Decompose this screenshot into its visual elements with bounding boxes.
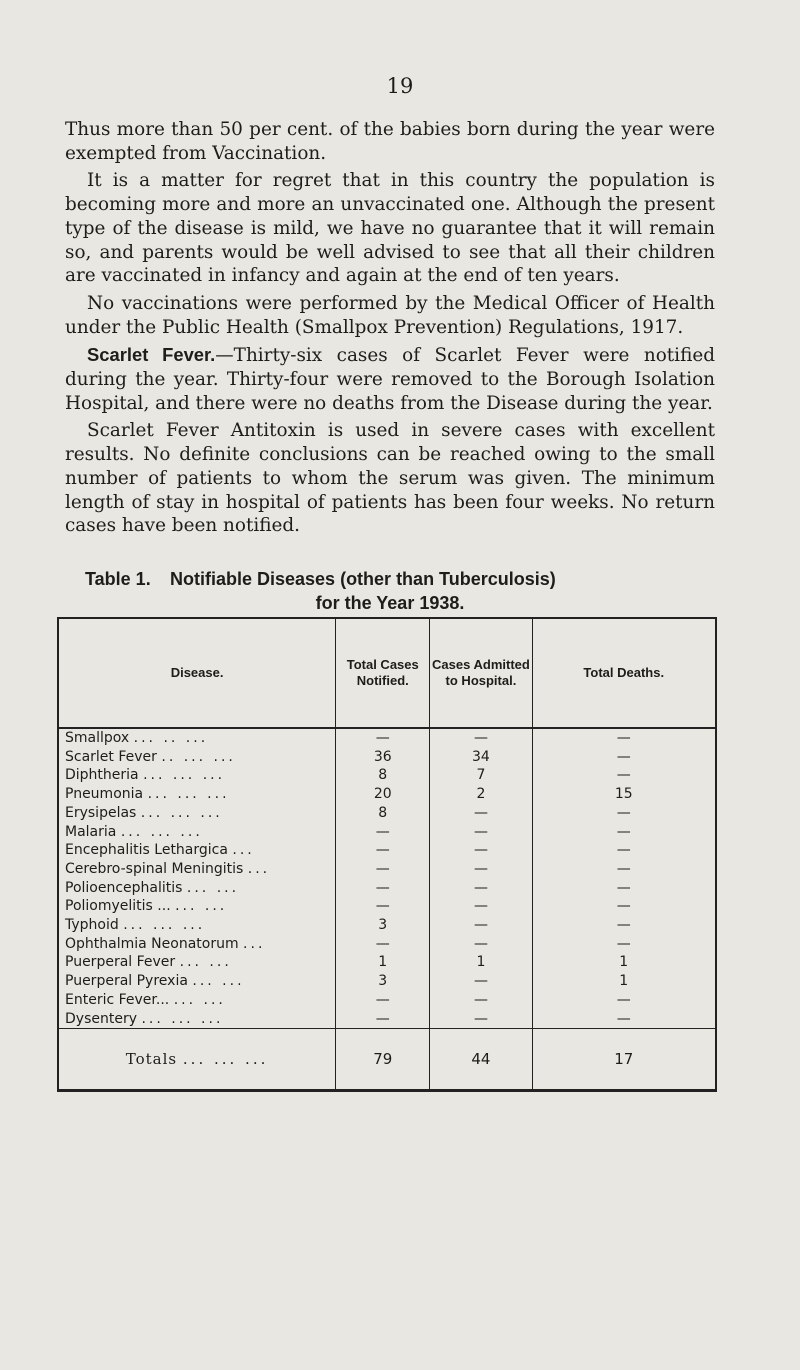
deaths-cell: —	[532, 1010, 716, 1029]
disease-name: Puerperal Fever	[65, 954, 176, 971]
disease-cell	[58, 728, 336, 748]
totals-label-text: Totals	[125, 1050, 178, 1069]
deaths-cell: —	[532, 916, 716, 935]
table-row	[58, 1010, 716, 1029]
leader-dots: ... ... ...	[140, 804, 223, 821]
notified-cell: —	[336, 823, 430, 842]
disease-name: Polioencephalitis	[65, 879, 183, 896]
table-row	[58, 804, 716, 823]
admitted-cell: —	[430, 991, 532, 1010]
admitted-cell: —	[430, 897, 532, 916]
leader-dots: ... ...	[173, 991, 226, 1008]
totals-deaths: 17	[532, 1029, 716, 1091]
disease-cell	[58, 841, 336, 860]
deaths-cell: —	[532, 897, 716, 916]
table-row	[58, 991, 716, 1010]
deaths-cell: —	[532, 823, 716, 842]
table-row	[58, 916, 716, 935]
table-row	[58, 935, 716, 954]
deaths-cell: —	[532, 935, 716, 954]
deaths-cell: 15	[532, 785, 716, 804]
table-row	[58, 728, 716, 748]
body-text	[65, 118, 715, 542]
disease-cell	[58, 785, 336, 804]
notified-cell: 36	[336, 748, 430, 767]
table-row	[58, 785, 716, 804]
notified-cell: —	[336, 897, 430, 916]
admitted-cell: —	[430, 1010, 532, 1029]
disease-name: Scarlet Fever	[65, 748, 157, 765]
admitted-cell: —	[430, 728, 532, 748]
disease-name: Ophthalmia Neonatorum	[65, 935, 239, 952]
disease-name: Smallpox	[65, 730, 130, 746]
disease-name: Cerebro-spinal Meningitis	[65, 860, 244, 877]
notified-cell: —	[336, 1010, 430, 1029]
notified-cell: —	[336, 879, 430, 898]
leader-dots: ... ...	[179, 954, 232, 971]
deaths-cell: —	[532, 748, 716, 767]
deaths-cell: —	[532, 728, 716, 748]
admitted-cell: 34	[430, 748, 532, 767]
totals-notified: 79	[336, 1029, 430, 1091]
leader-dots: .. ... ...	[161, 748, 236, 765]
admitted-cell: —	[430, 823, 532, 842]
notified-cell: 8	[336, 766, 430, 785]
disease-name: Encephalitis Lethargica	[65, 842, 228, 859]
paragraph	[65, 419, 715, 538]
leader-dots: ... ...	[192, 973, 245, 990]
leader-dots: ... ... ...	[143, 767, 226, 784]
disease-cell	[58, 916, 336, 935]
paragraph	[65, 343, 715, 415]
notified-cell: 1	[336, 953, 430, 972]
table-row	[58, 897, 716, 916]
page-number: 19	[386, 74, 414, 98]
paragraph	[65, 118, 715, 165]
disease-name: Enteric Fever...	[65, 991, 170, 1008]
table-row	[58, 879, 716, 898]
table-caption	[65, 567, 715, 615]
table-row	[58, 766, 716, 785]
notified-cell: —	[336, 935, 430, 954]
disease-name: Pneumonia	[65, 786, 144, 803]
leader-dots: ... ... ...	[141, 1010, 224, 1027]
deaths-cell: —	[532, 991, 716, 1010]
leader-dots: ...	[247, 860, 271, 877]
deaths-cell: —	[532, 879, 716, 898]
deaths-cell: —	[532, 841, 716, 860]
table-subtitle: for the Year 1938.	[315, 593, 465, 613]
header-disease: Disease.	[58, 618, 336, 728]
disease-cell	[58, 804, 336, 823]
leader-dots: ... .. ...	[133, 730, 209, 746]
admitted-cell: —	[430, 935, 532, 954]
paragraph-text: Scarlet Fever Antitoxin is used in severe cases with excellent results. No definite conclusions can be reached owing to the small number of patients to whom the serum was given. The minimum length of stay in hospital of patients has been four weeks. No return cases have been notified.	[65, 420, 715, 537]
paragraph-text: Thus more than 50 per cent. of the babies born during the year were exempted from Vaccination.	[65, 119, 715, 164]
notifiable-diseases-table	[57, 617, 717, 1092]
totals-admitted: 44	[430, 1029, 532, 1091]
notified-cell: 8	[336, 804, 430, 823]
table-row	[58, 748, 716, 767]
disease-cell	[58, 823, 336, 842]
table-row	[58, 841, 716, 860]
notified-cell: 3	[336, 972, 430, 991]
admitted-cell: —	[430, 972, 532, 991]
leader-dots: ... ... ...	[182, 1050, 269, 1069]
admitted-cell: 2	[430, 785, 532, 804]
disease-cell	[58, 935, 336, 954]
notified-cell: —	[336, 991, 430, 1010]
paragraph	[65, 169, 715, 288]
leader-dots: ...	[243, 935, 266, 952]
disease-name: Poliomyelitis ...	[65, 898, 171, 915]
admitted-cell: —	[430, 916, 532, 935]
header-notified: Total Cases Notified.	[336, 618, 430, 728]
disease-cell	[58, 972, 336, 991]
admitted-cell: —	[430, 860, 532, 879]
admitted-cell: —	[430, 841, 532, 860]
table-label: Table 1.	[85, 569, 151, 589]
header-deaths: Total Deaths.	[532, 618, 716, 728]
admitted-cell: 7	[430, 766, 532, 785]
table-row	[58, 953, 716, 972]
header-admitted: Cases Admitted to Hospital.	[430, 618, 532, 728]
notified-cell: —	[336, 841, 430, 860]
table-row	[58, 972, 716, 991]
totals-label	[58, 1029, 336, 1091]
leader-dots: ... ... ...	[147, 786, 230, 803]
totals-row	[58, 1029, 716, 1091]
disease-cell	[58, 879, 336, 898]
deaths-cell: —	[532, 766, 716, 785]
admitted-cell: —	[430, 804, 532, 823]
table-row	[58, 860, 716, 879]
disease-name: Erysipelas	[65, 804, 137, 821]
notified-cell: —	[336, 728, 430, 748]
leader-dots: ... ...	[175, 898, 228, 915]
notified-cell: 20	[336, 785, 430, 804]
notified-cell: —	[336, 860, 430, 879]
disease-name: Diphtheria	[65, 767, 139, 784]
deaths-cell: 1	[532, 972, 716, 991]
table-row	[58, 823, 716, 842]
deaths-cell: —	[532, 860, 716, 879]
admitted-cell: —	[430, 879, 532, 898]
disease-cell	[58, 748, 336, 767]
paragraph-text: It is a matter for regret that in this country the population is becoming more and more an unvaccinated one. Although the present type of the disease is mild, we have no guarantee that it will remain so, and parents would be well advised to see that all their children are vaccinated in infancy and again at the end of ten years.	[65, 170, 715, 287]
leader-dots: ...	[232, 842, 255, 859]
table-header-row	[58, 618, 716, 728]
leader-dots: ... ...	[186, 879, 240, 896]
leader-dots: ... ... ...	[120, 823, 203, 840]
disease-cell	[58, 766, 336, 785]
disease-name: Dysentery	[65, 1010, 137, 1027]
disease-name: Typhoid	[65, 917, 119, 934]
admitted-cell: 1	[430, 953, 532, 972]
notified-cell: 3	[336, 916, 430, 935]
paragraph-text: —Thirty-six cases of Scarlet Fever were notified during the year. Thirty-four were removed to the Borough Isolation Hospital, and there were no deaths from the Disease during the year.	[65, 345, 715, 414]
leader-dots: ... ... ...	[123, 917, 206, 934]
paragraph	[65, 292, 715, 339]
paragraph-lead: Scarlet Fever.	[87, 344, 216, 366]
disease-cell	[58, 897, 336, 916]
table-title: Notifiable Diseases (other than Tuberculosis)	[170, 569, 556, 589]
deaths-cell: —	[532, 804, 716, 823]
paragraph-text: No vaccinations were performed by the Medical Officer of Health under the Public Health (Smallpox Prevention) Regulations, 1917.	[65, 292, 715, 338]
disease-cell	[58, 953, 336, 972]
disease-name: Puerperal Pyrexia	[65, 973, 188, 990]
disease-cell	[58, 991, 336, 1010]
deaths-cell: 1	[532, 953, 716, 972]
disease-name: Malaria	[65, 823, 117, 840]
disease-cell	[58, 1010, 336, 1029]
disease-cell	[58, 860, 336, 879]
